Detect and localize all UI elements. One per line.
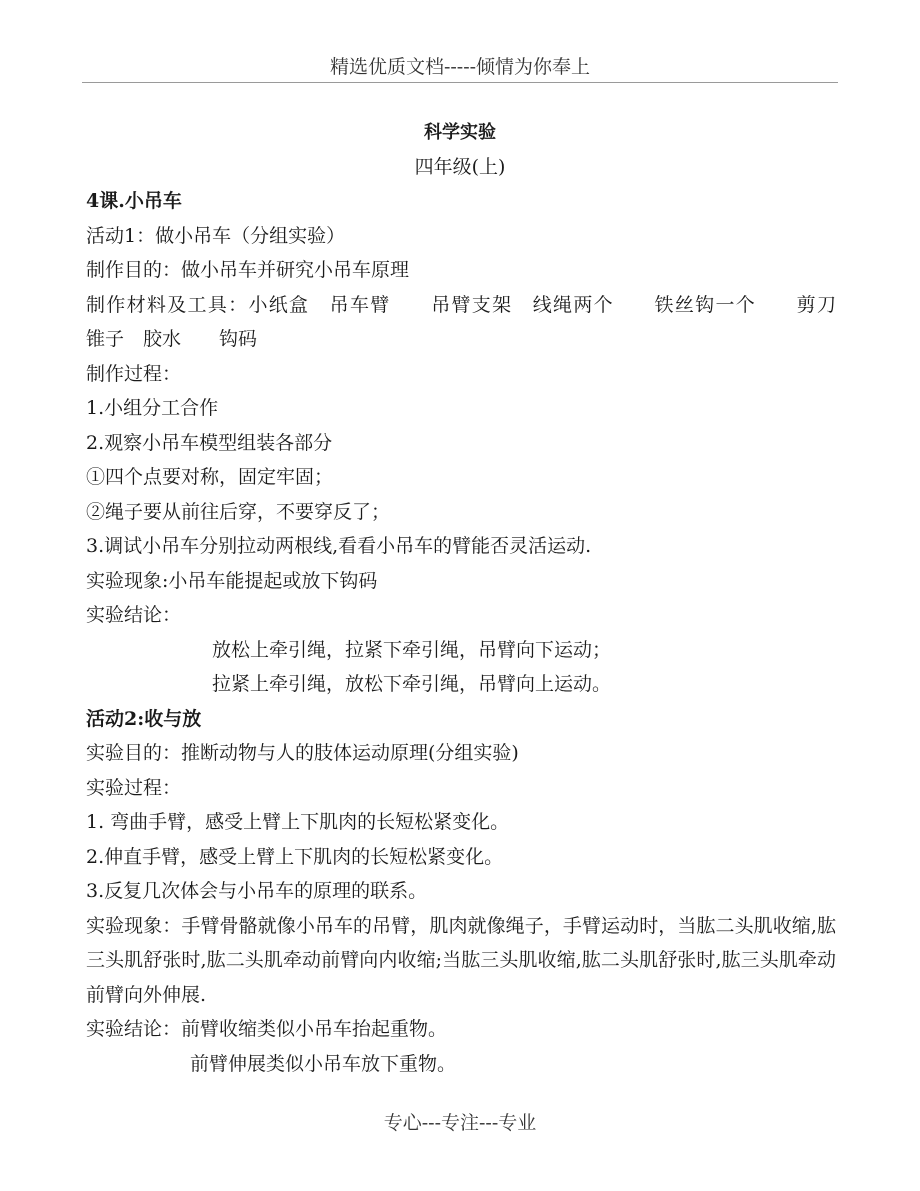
activity-2-heading: 活动2:收与放 bbox=[86, 707, 202, 730]
document-title: 科学实验 bbox=[424, 122, 496, 143]
conclusion-line: 拉紧上牵引绳，放松下牵引绳，吊臂向上运动。 bbox=[212, 673, 612, 695]
page-header: 精选优质文档-----倾情为你奉上 bbox=[82, 52, 838, 83]
lesson-heading: 4课.小吊车 bbox=[86, 190, 182, 212]
phenomenon-line: 实验现象:小吊车能提起或放下钩码 bbox=[86, 569, 378, 592]
process-step: 3.反复几次体会与小吊车的原理的联系。 bbox=[86, 880, 428, 902]
conclusion-line: 放松上牵引绳，拉紧下牵引绳，吊臂向下运动； bbox=[212, 638, 612, 661]
purpose-line: 实验目的：推断动物与人的肢体运动原理(分组实验) bbox=[86, 742, 519, 764]
process-heading: 制作过程： bbox=[86, 362, 182, 385]
conclusion-line: 实验结论：前臂收缩类似小吊车抬起重物。 bbox=[86, 1018, 448, 1040]
process-heading: 实验过程： bbox=[86, 776, 182, 799]
process-note: ②绳子要从前往后穿，不要穿反了； bbox=[86, 500, 391, 523]
document-body bbox=[86, 184, 875, 1081]
conclusion-line: 前臂伸展类似小吊车放下重物。 bbox=[190, 1052, 457, 1075]
activity-1-title: 活动1：做小吊车（分组实验） bbox=[86, 224, 346, 247]
conclusion-heading: 实验结论： bbox=[86, 604, 182, 626]
process-step: 2.伸直手臂，感受上臂上下肌肉的长短松紧变化。 bbox=[86, 845, 504, 868]
document-subtitle: 四年级(上) bbox=[414, 156, 506, 178]
process-step: 3.调试小吊车分别拉动两根线,看看小吊车的臂能否灵活运动. bbox=[86, 535, 592, 557]
phenomenon-paragraph: 实验现象：手臂骨骼就像小吊车的吊臂，肌肉就像绳子，手臂运动时，当肱二头肌收缩,肱三头肌舒张时,肱二头肌牵动前臂向内收缩;当肱三头肌收缩,肱二头肌舒张时,肱三头肌牵动前臂向外伸展. bbox=[86, 914, 836, 1006]
process-step: 2.观察小吊车模型组装各部分 bbox=[86, 431, 333, 454]
materials-paragraph: 制作材料及工具：小纸盒 吊车臂 吊臂支架 线绳两个 铁丝钩一个 剪刀 锥子 胶水 钩码 bbox=[86, 293, 875, 350]
process-step: 1. 弯曲手臂，感受上臂上下肌肉的长短松紧变化。 bbox=[86, 811, 510, 833]
page-footer: 专心---专注---专业 bbox=[383, 1112, 537, 1134]
purpose-line: 制作目的：做小吊车并研究小吊车原理 bbox=[86, 259, 410, 281]
process-note: ①四个点要对称，固定牢固； bbox=[86, 466, 334, 488]
process-step: 1.小组分工合作 bbox=[86, 397, 219, 419]
